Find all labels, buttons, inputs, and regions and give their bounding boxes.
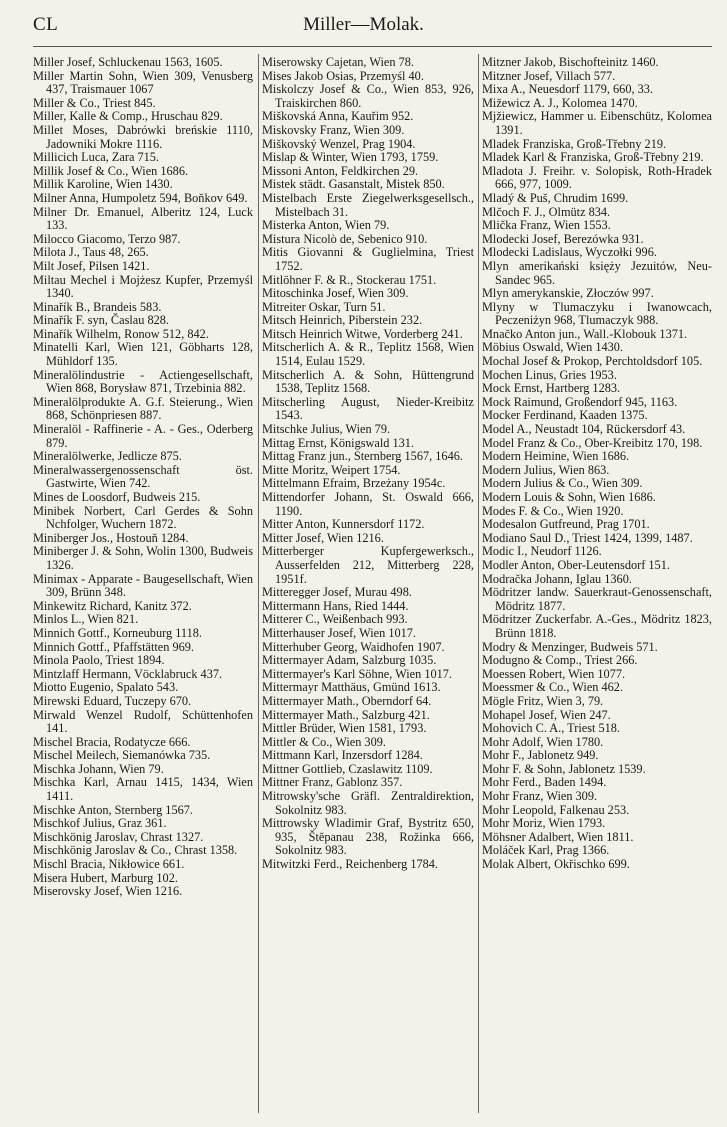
directory-entry: Moessen Robert, Wien 1077.: [482, 666, 626, 681]
directory-entry: Miltau Mechel i Mojżesz Kupfer, Przemyśl 1340.: [33, 272, 253, 301]
directory-entry: Mitlöhner F. & R., Stockerau 1751.: [262, 272, 437, 287]
directory-entry: Minola Paolo, Triest 1894.: [33, 653, 165, 668]
directory-entry: Mochal Josef & Prokop, Perchtoldsdorf 105.: [482, 354, 703, 369]
directory-entry: Mitterer C., Weißenbach 993.: [262, 612, 408, 627]
directory-entry: Mittler & Co., Wien 309.: [262, 734, 386, 749]
directory-entry: Milocco Giacomo, Terzo 987.: [33, 231, 181, 246]
directory-entry: Mlyn amerikański księży Jezuitów, Neu-Sandec 965.: [482, 258, 712, 287]
directory-entry: Minimax - Apparate - Baugesellschaft, Wien 309, Brünn 348.: [33, 571, 253, 600]
directory-entry: Mnačko Anton jun., Wall.-Klobouk 1371.: [482, 326, 688, 341]
directory-entry: Mohr F., Jablonetz 949.: [482, 748, 599, 763]
directory-entry: Milner Dr. Emanuel, Alberitz 124, Luck 133.: [33, 204, 253, 233]
directory-entry: Mitscherlich A. & R., Teplitz 1568, Wien 1514, Eulau 1529.: [262, 340, 474, 369]
directory-entry: Mödritzer landw. Sauerkraut-Genossenschaft, Mödritz 1877.: [482, 585, 712, 613]
directory-entry: Minnich Gottf., Pfaffstätten 969.: [33, 639, 194, 654]
directory-entry: Mlyny w Tlumaczyku i Iwanowcach, Peczeniżyn 968, Tlumaczyk 988.: [482, 299, 712, 328]
directory-entry: Modler Anton, Ober-Leutensdorf 151.: [482, 557, 670, 572]
directory-entry: Mlčoch F. J., Olmütz 834.: [482, 204, 611, 219]
directory-entry: Mischkönig Jaroslav, Chrast 1327.: [33, 829, 204, 844]
directory-entry: Miskovsky Franz, Wien 309.: [262, 122, 405, 137]
directory-entry: Mlodecki Ladislaus, Wyczołki 996.: [482, 245, 657, 260]
directory-entry: Mohr Franz, Wien 309.: [482, 789, 598, 804]
directory-entry: Mjžiewicz, Hammer u. Eibenschütz, Kolomea 1391.: [482, 109, 712, 137]
directory-entry: Mittmann Karl, Inzersdorf 1284.: [262, 748, 423, 763]
directory-entry: Mohovich C. A., Triest 518.: [482, 721, 621, 736]
directory-entry: Mitzner Josef, Villach 577.: [482, 68, 616, 83]
directory-entry: Mitte Moritz, Weipert 1754.: [262, 462, 401, 477]
directory-entry: Minibek Norbert, Carl Gerdes & Sohn Nchfolger, Wuchern 1872.: [33, 503, 253, 532]
directory-entry: Mladý & Puš, Chrudim 1699.: [482, 190, 629, 205]
directory-entry: Minařík F. syn, Časlau 828.: [33, 313, 169, 328]
directory-entry: Misterka Anton, Wien 79.: [262, 218, 390, 233]
directory-entry: Mitter Josef, Wien 1216.: [262, 530, 384, 545]
directory-entry: Mittendorfer Johann, St. Oswald 666, 1190.: [262, 490, 474, 518]
directory-entry: Modern Heimine, Wien 1686.: [482, 449, 630, 464]
directory-entry: Mistelbach Erste Ziegelwerksgesellsch., Mistelbach 31.: [262, 190, 474, 219]
directory-entry: Miniberger J. & Sohn, Wolin 1300, Budweis 1326.: [33, 544, 253, 572]
directory-entry: Mitwitzki Ferd., Reichenberg 1784.: [262, 857, 438, 872]
directory-entry: Milner Anna, Humpoletz 594, Boňkov 649.: [33, 190, 248, 205]
directory-entry: Miller, Kalle & Comp., Hruschau 829.: [33, 109, 223, 124]
directory-entry: Modern Louis & Sohn, Wien 1686.: [482, 490, 656, 504]
directory-entry: Mocker Ferdinand, Kaaden 1375.: [482, 408, 648, 423]
directory-entry: Minařík B., Brandeis 583.: [33, 299, 162, 314]
directory-entry: Modic I., Neudorf 1126.: [482, 544, 602, 559]
directory-entry: Mineralölprodukte A. G.f. Steierung., Wien 868, Schönpriesen 887.: [33, 394, 253, 423]
directory-entry: Miller Josef, Schluckenau 1563, 1605.: [33, 56, 223, 69]
directory-entry: Miskolczy Josef & Co., Wien 853, 926, Traiskirchen 860.: [262, 82, 474, 110]
directory-entry: Mistek städt. Gasanstalt, Mistek 850.: [262, 177, 445, 192]
column-divider: [258, 54, 259, 1113]
directory-entry: Miserowsky Cajetan, Wien 78.: [262, 56, 414, 69]
directory-entry: Mitzner Jakob, Bischofteinitz 1460.: [482, 56, 659, 69]
directory-entry: Mittermayer's Karl Söhne, Wien 1017.: [262, 666, 453, 681]
directory-entry: Miškovský Wenzel, Prag 1904.: [262, 136, 416, 151]
directory-entry: Mittermayr Matthäus, Gmünd 1613.: [262, 680, 441, 695]
directory-entry: Mödritzer Zuckerfabr. A.-Ges., Mödritz 1823, Brünn 1818.: [482, 612, 712, 640]
directory-entry: Modesalon Gutfreund, Prag 1701.: [482, 517, 650, 532]
directory-entry: Miller Martin Sohn, Wien 309, Venusberg 437, Traismauer 1067: [33, 68, 253, 97]
directory-entry: Mischke Anton, Sternberg 1567.: [33, 802, 193, 817]
directory-entry: Minkewitz Richard, Kanitz 372.: [33, 598, 192, 613]
directory-entry: Minnich Gottf., Korneuburg 1118.: [33, 625, 202, 640]
directory-entry: Mittermayer Math., Salzburg 421.: [262, 707, 430, 722]
directory-entry: Modry & Menzinger, Budweis 571.: [482, 639, 658, 654]
directory-entry: Mittrowsky Wladimir Graf, Bystritz 650, 935, Štěpanau 238, Rožinka 666, Sokolnitz 983.: [262, 816, 474, 858]
directory-entry: Mögle Fritz, Wien 3, 79.: [482, 693, 604, 708]
directory-entry: Milt Josef, Pilsen 1421.: [33, 258, 150, 273]
directory-entry: Miller & Co., Triest 845.: [33, 95, 156, 110]
directory-entry: Modern Julius, Wien 863.: [482, 462, 610, 477]
directory-entry: Modes F. & Co., Wien 1920.: [482, 503, 624, 518]
directory-entry: Miserovsky Josef, Wien 1216.: [33, 884, 183, 899]
directory-entry: Mines de Loosdorf, Budweis 215.: [33, 490, 201, 504]
column-divider: [478, 54, 479, 1113]
directory-entry: Mitreiter Oskar, Turn 51.: [262, 299, 386, 314]
directory-entry: Mineralölindustrie - Actiengesellschaft, Wien 868, Borysław 871, Trzebinia 882.: [33, 367, 253, 396]
directory-entry: Möhsner Adalbert, Wien 1811.: [482, 829, 634, 844]
directory-entry: Mitterhauser Josef, Wien 1017.: [262, 625, 416, 640]
directory-entry: Mohr Adolf, Wien 1780.: [482, 734, 604, 749]
directory-entry: Mohr Ferd., Baden 1494.: [482, 775, 607, 790]
directory-entry: Moláček Karl, Prag 1366.: [482, 843, 610, 858]
directory-entry: Missoni Anton, Feldkirchen 29.: [262, 163, 419, 178]
directory-entry: Mischka Karl, Arnau 1415, 1434, Wien 1411.: [33, 775, 253, 804]
directory-entry: Millik Josef & Co., Wien 1686.: [33, 163, 189, 178]
directory-entry: Mischkof Julius, Graz 361.: [33, 816, 167, 831]
directory-entry: Mlička Franz, Wien 1553.: [482, 218, 611, 233]
directory-entry: Minatelli Karl, Wien 121, Göbharts 128, Mühldorf 135.: [33, 340, 253, 369]
directory-entry: Model A., Neustadt 104, Rückersdorf 43.: [482, 422, 686, 437]
directory-entry: Mitis Giovanni & Guglielmina, Triest 1752.: [262, 245, 474, 273]
directory-entry: Mirwald Wenzel Rudolf, Schüttenhofen 141.: [33, 707, 253, 736]
directory-entry: Mittermayer Adam, Salzburg 1035.: [262, 653, 437, 668]
directory-entry: Mlodecki Josef, Berezówka 931.: [482, 231, 644, 246]
directory-entry: Mock Ernst, Hartberg 1283.: [482, 381, 621, 396]
directory-entry: Mischel Bracia, Rodatycze 666.: [33, 734, 191, 749]
directory-entry: Mock Raimund, Großendorf 945, 1163.: [482, 394, 678, 409]
directory-entry: Millicich Luca, Zara 715.: [33, 150, 159, 165]
directory-entry: Mohr Leopold, Falkenau 253.: [482, 802, 630, 817]
directory-entry: Mitrowsky'sche Gräfl. Zentraldirektion, Sokolnitz 983.: [262, 789, 474, 817]
directory-entry: Mittermayer Math., Oberndorf 64.: [262, 693, 432, 708]
directory-entry: Mižewicz A. J., Kolomea 1470.: [482, 95, 638, 110]
directory-entry: Miotto Eugenio, Spalato 543.: [33, 680, 179, 695]
directory-entry: Minlos L., Wien 821.: [33, 612, 139, 627]
directory-entry: Mochen Linus, Gries 1953.: [482, 367, 617, 382]
directory-entry: Miškovská Anna, Kauřim 952.: [262, 109, 414, 124]
directory-entry: Mohr Moriz, Wien 1793.: [482, 816, 606, 831]
directory-entry: Modugno & Comp., Triest 266.: [482, 653, 638, 668]
directory-entry: Moessmer & Co., Wien 462.: [482, 680, 624, 695]
directory-entry: Model Franz & Co., Ober-Kreibitz 170, 198.: [482, 435, 703, 450]
directory-column-2: [262, 56, 474, 1127]
directory-entry: Mises Jakob Osias, Przemyśl 40.: [262, 68, 424, 83]
header-rule: [33, 46, 712, 47]
directory-entry: Minařík Wilhelm, Ronow 512, 842.: [33, 326, 209, 341]
directory-entry: Mittag Ernst, Königswald 131.: [262, 435, 414, 450]
directory-entry: Modračka Johann, Iglau 1360.: [482, 571, 632, 586]
directory-entry: Milota J., Taus 48, 265.: [33, 245, 149, 260]
directory-column-3: [482, 56, 712, 1127]
directory-entry: Mislap & Winter, Wien 1793, 1759.: [262, 150, 439, 165]
directory-entry: Mittner Franz, Gablonz 357.: [262, 775, 403, 790]
directory-entry: Mladek Karl & Franziska, Groß-Třebny 219.: [482, 150, 704, 165]
directory-entry: Möbius Oswald, Wien 1430.: [482, 340, 624, 355]
directory-entry: Mischka Johann, Wien 79.: [33, 761, 164, 776]
directory-entry: Miniberger Jos., Hostouň 1284.: [33, 530, 189, 545]
directory-entry: Mladota J. Freihr. v. Solopisk, Roth-Hradek 666, 977, 1009.: [482, 163, 712, 192]
directory-entry: Mitscherlich A. & Sohn, Hüttengrund 1538, Teplitz 1568.: [262, 367, 474, 396]
directory-entry: Misera Hubert, Marburg 102.: [33, 870, 178, 885]
directory-entry: Mittermann Hans, Ried 1444.: [262, 598, 409, 613]
directory-entry: Mitteregger Josef, Murau 498.: [262, 585, 412, 600]
directory-entry: Mitsch Heinrich, Piberstein 232.: [262, 313, 423, 328]
directory-entry: Mintzlaff Hermann, Vöcklabruck 437.: [33, 666, 223, 681]
directory-entry: Modern Julius & Co., Wien 309.: [482, 476, 643, 491]
directory-entry: Mistura Nicolò de, Sebenico 910.: [262, 231, 428, 246]
directory-entry: Mixa A., Neuesdorf 1179, 660, 33.: [482, 82, 653, 97]
directory-entry: Mittner Gottlieb, Czaslawitz 1109.: [262, 761, 433, 776]
directory-entry: Mischel Meilech, Siemanówka 735.: [33, 748, 211, 763]
directory-entry: Mittelmann Efraim, Brzeżany 1954c.: [262, 476, 446, 491]
directory-entry: Mitoschinka Josef, Wien 309.: [262, 286, 409, 301]
directory-entry: Mischkönig Jaroslav & Co., Chrast 1358.: [33, 843, 238, 858]
directory-entry: Mladek Franziska, Groß-Třebny 219.: [482, 136, 667, 151]
directory-entry: Mitsch Heinrich Witwe, Vorderberg 241.: [262, 326, 463, 341]
directory-entry: Mohr F. & Sohn, Jablonetz 1539.: [482, 761, 646, 776]
directory-entry: Mittler Brüder, Wien 1581, 1793.: [262, 721, 427, 736]
directory-entry: Mirewski Eduard, Tuczepy 670.: [33, 693, 192, 708]
directory-entry: Mohapel Josef, Wien 247.: [482, 707, 611, 722]
directory-entry: Mineralöl - Raffinerie - A. - Ges., Oderberg 879.: [33, 422, 253, 450]
directory-entry: Mitschke Julius, Wien 79.: [262, 422, 391, 437]
page-number: CL: [33, 14, 59, 35]
directory-entry: Mineralwassergenossenschaft öst. Gastwirte, Wien 742.: [33, 462, 253, 491]
directory-entry: Molak Albert, Okřischko 699.: [482, 857, 630, 872]
directory-entry: Millet Moses, Dabrówki breńskie 1110, Jadowniki Mokre 1116.: [33, 122, 253, 151]
directory-entry: Mischl Bracia, Nikłowice 661.: [33, 857, 185, 872]
directory-entry: Mineralölwerke, Jedlicze 875.: [33, 449, 182, 464]
directory-entry: Mitter Anton, Kunnersdorf 1172.: [262, 517, 425, 532]
directory-entry: Mitscherling August, Nieder-Kreibitz 1543.: [262, 394, 474, 423]
directory-entry: Modiano Saul D., Triest 1424, 1399, 1487.: [482, 530, 693, 545]
directory-entry: Mitterhuber Georg, Waidhofen 1907.: [262, 639, 445, 654]
directory-entry: Mittag Franz jun., Sternberg 1567, 1646.: [262, 449, 463, 464]
page-title: Miller—Molak.: [303, 14, 424, 35]
directory-entry: Millik Karoline, Wien 1430.: [33, 177, 173, 192]
directory-column-1: [33, 56, 253, 1127]
directory-entry: Mitterberger Kupfergewerksch., Ausserfelden 212, Mitterberg 228, 1951f.: [262, 544, 474, 586]
directory-entry: Mlyn amerykanskie, Złoczów 997.: [482, 286, 654, 301]
